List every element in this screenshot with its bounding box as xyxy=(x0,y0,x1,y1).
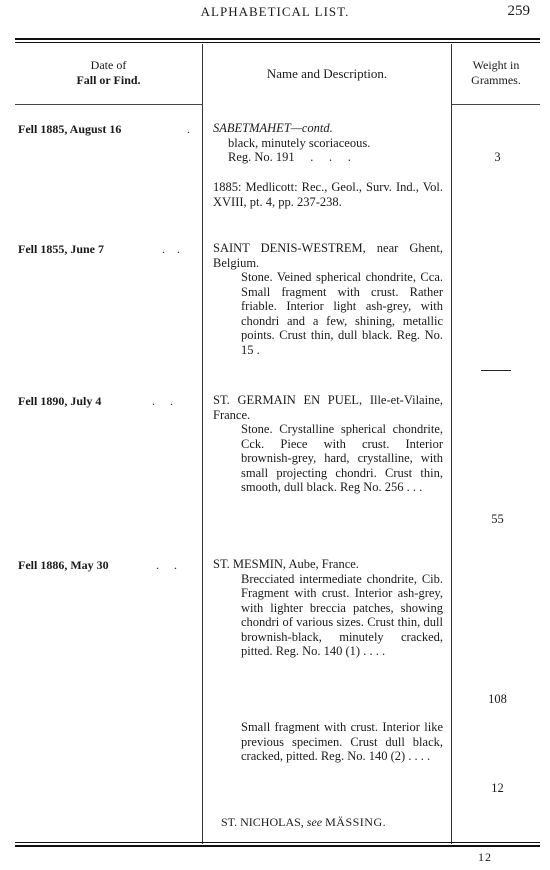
entry-line: black, minutely scoriaceous. xyxy=(228,135,371,150)
entry-description xyxy=(213,121,443,165)
cross-reference-target: MÄSSING. xyxy=(325,815,387,829)
column-divider-right xyxy=(451,44,452,844)
entry-date: Fell 1855, June 7 xyxy=(18,242,104,256)
weight-header-line1: Weight in xyxy=(472,58,520,72)
entry-description xyxy=(213,393,443,495)
bottom-rule-thin xyxy=(15,842,540,843)
date-header-line2: Fall or Find. xyxy=(76,73,141,87)
entry-text: Brecciated intermediate chondrite, Cib. Fragment with crust. Interior ash-grey, with lighter breccia patches, showing chondri of various sizes. Crust thin, dull brownish-black, minutely cracked, pitted. Reg. No. 140 (1) . . . . xyxy=(241,571,443,658)
date-column-header xyxy=(15,58,202,88)
weight-dash xyxy=(481,370,511,371)
leader-dots: . . xyxy=(156,558,177,572)
leader-dots: . xyxy=(187,122,190,136)
entry-line: Reg. No. 191 . . . xyxy=(228,150,351,164)
leader-dots: . . xyxy=(162,242,180,256)
entry-text: Stone. Veined spherical chondrite, Cca. Small fragment with crust. Rather friable. Interior light ash-grey, with chondri and a few, shining, metallic points. Crust thin, dull black. Reg. No. 15 . xyxy=(241,270,443,357)
running-header: ALPHABETICAL LIST. xyxy=(200,4,350,19)
date-header-line1: Date of xyxy=(90,58,127,72)
cross-reference-see: see xyxy=(306,815,323,829)
entry-weight: 12 xyxy=(491,781,504,795)
entry-date: Fell 1886, May 30 xyxy=(18,558,109,572)
weight-column-header xyxy=(452,58,540,88)
entry-title: ST. GERMAIN EN PUEL, Ille-et-Vilaine, France. xyxy=(213,393,443,422)
entry-text: Stone. Crystalline spherical chondrite, Cck. Piece with crust. Interior brownish-grey, hard, crystalline, with small projecting chondri. Crust thin, smooth, dull black. Reg No. 256 . . . xyxy=(241,422,443,494)
entry-weight: 108 xyxy=(488,692,507,706)
entry-description xyxy=(213,557,443,659)
entry-title: ST. MESMIN, Aube, France. xyxy=(213,557,359,571)
page-number: 259 xyxy=(507,3,530,19)
top-rule xyxy=(15,38,540,40)
signature-mark: 12 xyxy=(478,850,492,864)
entry-weight: 3 xyxy=(494,150,501,164)
header-rule-right xyxy=(452,104,540,105)
leader-dots: . . xyxy=(152,394,173,408)
cross-reference xyxy=(221,815,449,830)
bottom-rule xyxy=(15,845,540,847)
top-rule-thin xyxy=(15,42,540,43)
entry-description xyxy=(213,241,443,357)
entry-text-secondary: Small fragment with crust. Interior like previous specimen. Crust dull black, cracked, pitted. Reg. No. 140 (2) . . . . xyxy=(241,720,443,763)
weight-header-line2: Grammes. xyxy=(471,73,521,87)
cross-reference-name: ST. NICHOLAS, xyxy=(221,815,304,829)
column-divider-left xyxy=(202,44,203,844)
name-column-header: Name and Description. xyxy=(266,66,388,81)
entry-date: Fell 1890, July 4 xyxy=(18,394,102,408)
entry-title: SAINT DENIS-WESTREM, near Ghent, Belgium. xyxy=(213,241,443,270)
entry-title: SABETMAHET—contd. xyxy=(213,121,333,135)
entry-date: Fell 1885, August 16 xyxy=(18,122,122,136)
entry-weight: 55 xyxy=(491,512,504,526)
header-rule-left xyxy=(15,104,203,105)
bibliographic-reference: 1885: Medlicott: Rec., Geol., Surv. Ind., Vol. XVIII, pt. 4, pp. 237-238. xyxy=(213,180,443,209)
